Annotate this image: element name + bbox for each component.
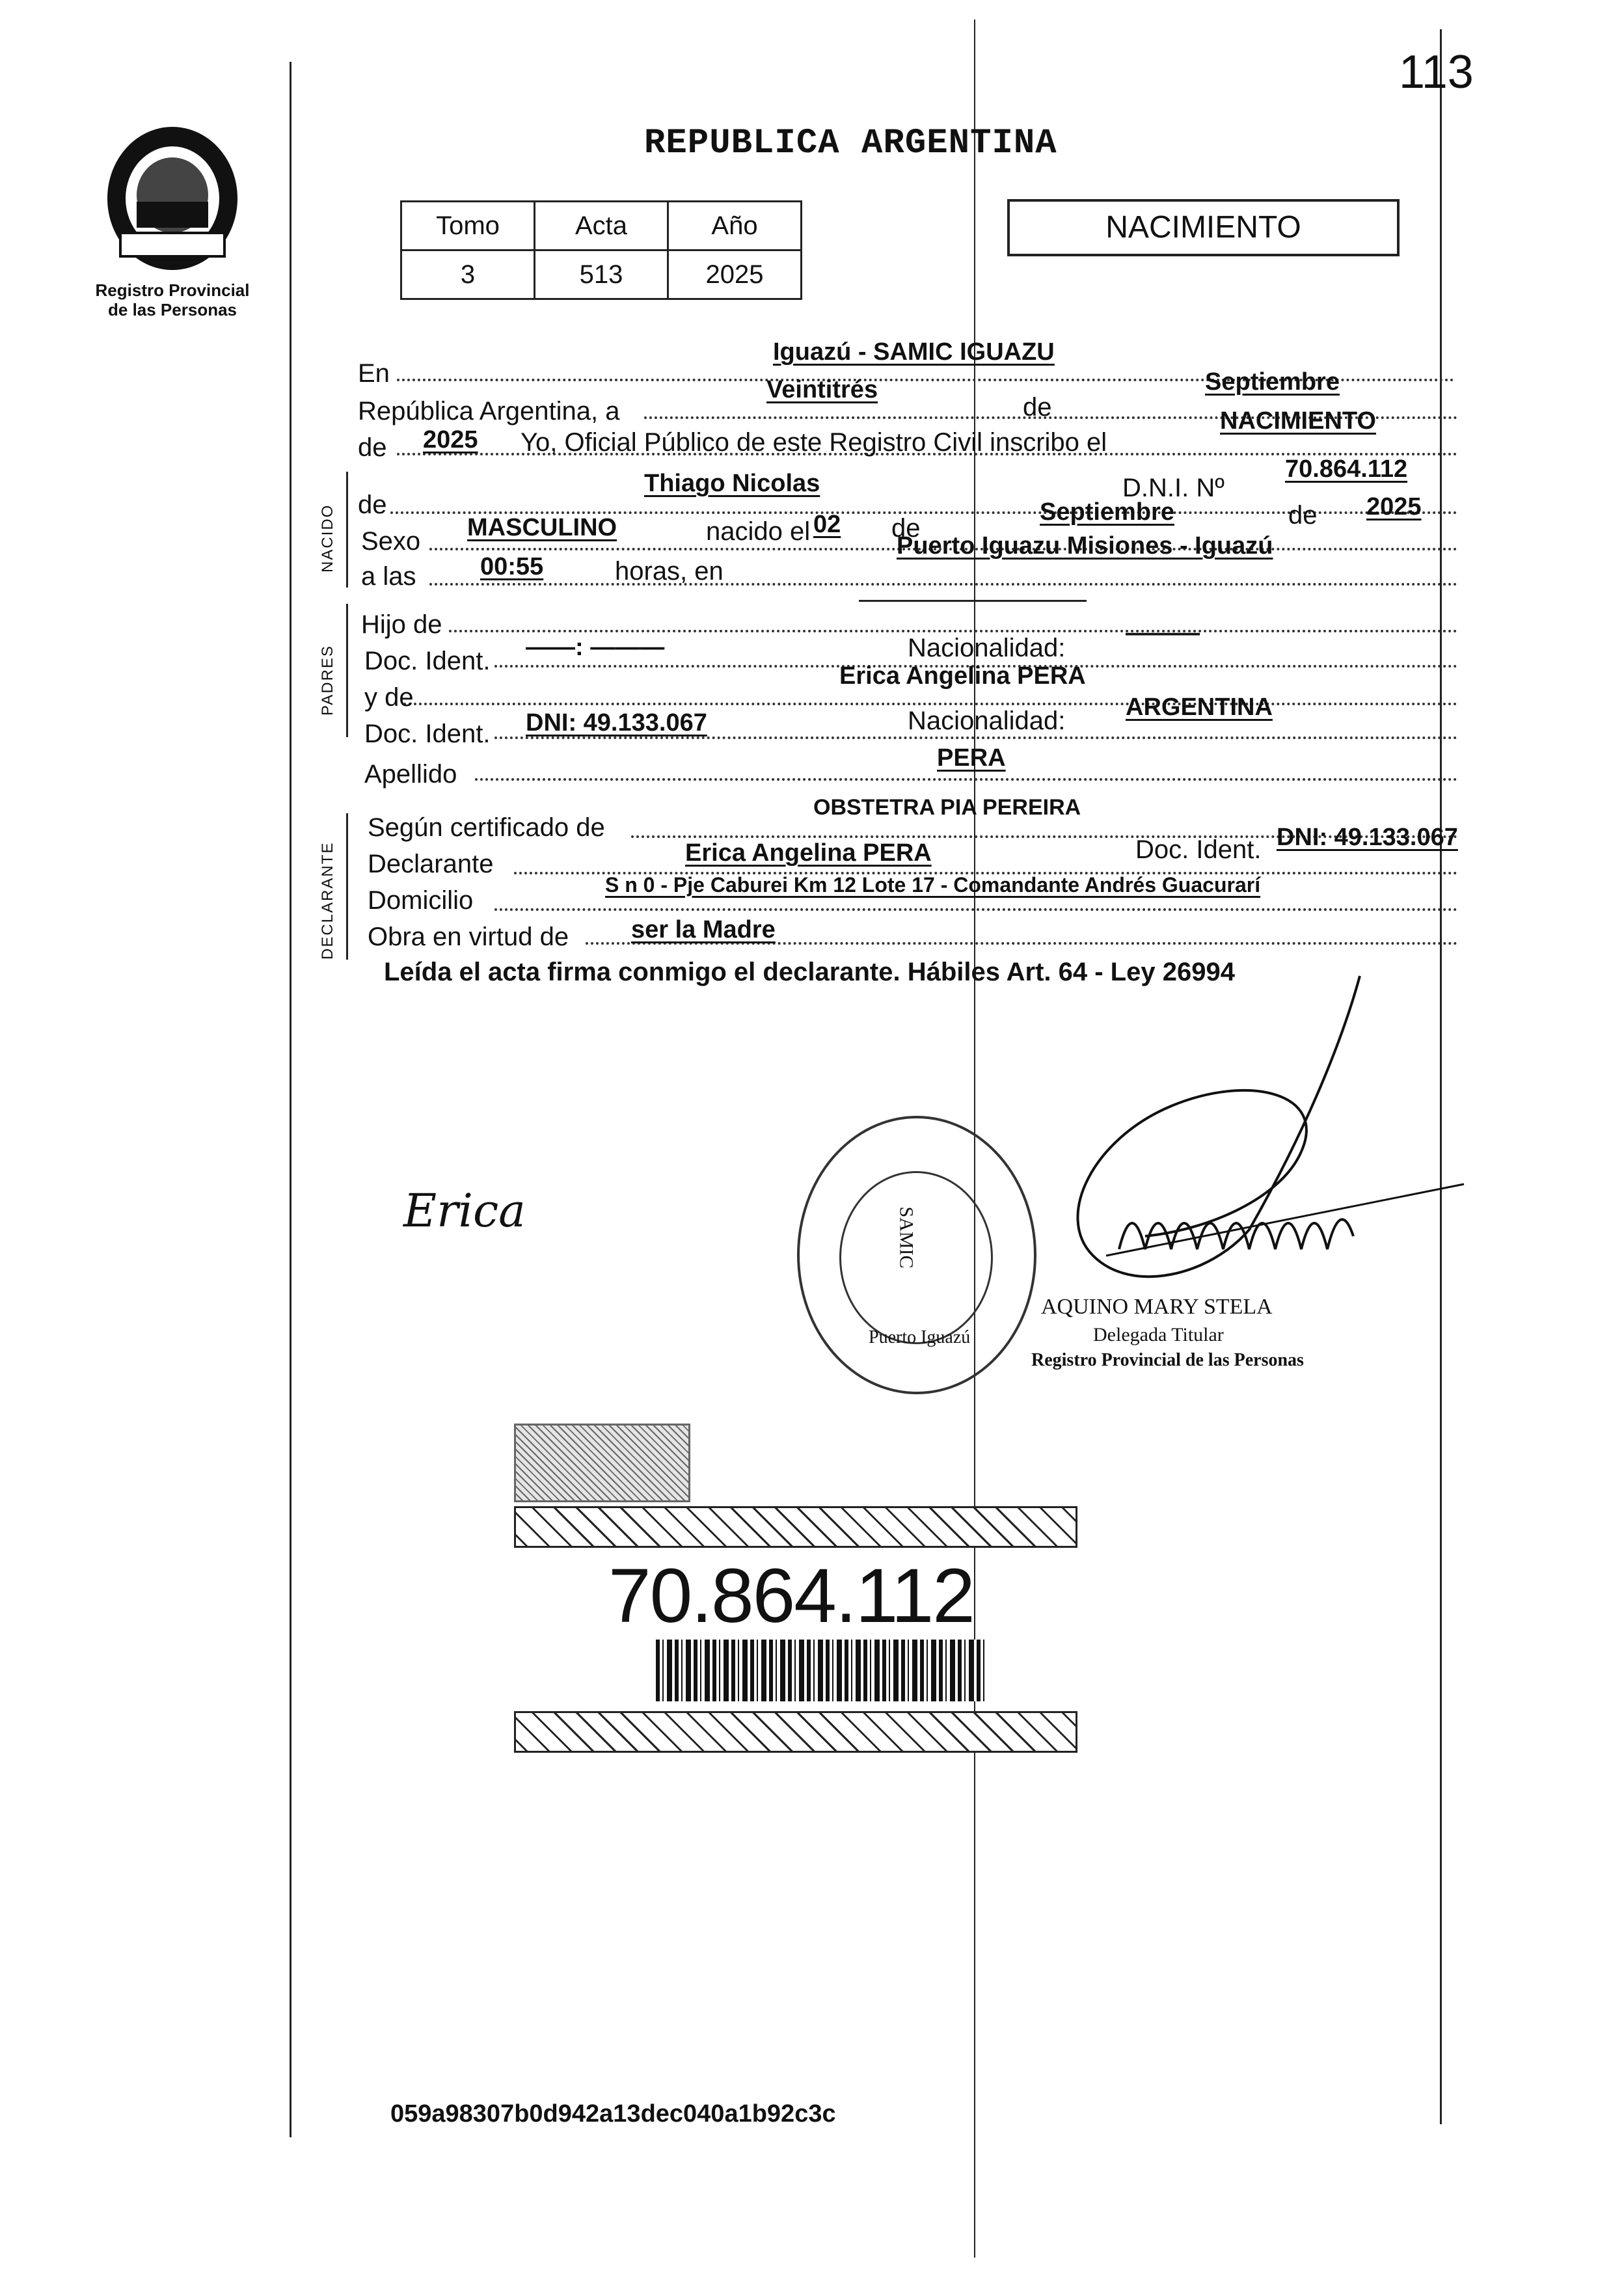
declarante-doc-value: DNI: 49.133.067	[1277, 824, 1458, 851]
madre-nac-label: Nacionalidad:	[908, 707, 1066, 735]
official-org: Registro Provincial de las Personas	[1031, 1350, 1304, 1370]
province-emblem-icon	[101, 124, 244, 273]
declarante-doc-label: Doc. Ident.	[1135, 835, 1262, 864]
domicilio-label: Domicilio	[368, 886, 474, 915]
hijo-de-label: Hijo de	[361, 610, 442, 639]
dni-label: D.N.I. Nº	[1122, 474, 1225, 502]
value-tomo: 3	[401, 250, 535, 299]
madre-nac-value: ARGENTINA	[1126, 694, 1273, 721]
yo-label: Yo, Oficial Público de este Registro Civil inscribo el	[521, 428, 1107, 457]
padre-nac-label: Nacionalidad:	[908, 634, 1066, 662]
header-anio: Año	[668, 202, 802, 250]
closing-statement: Leída el acta firma conmigo el declarante. Hábiles Art. 64 - Ley 26994	[384, 958, 1235, 986]
padre-doc-label: Doc. Ident.	[364, 647, 491, 675]
document-hash: 059a98307b0d942a13dec040a1b92c3c	[390, 2100, 836, 2128]
declarante-bracket	[346, 813, 348, 960]
padres-bracket	[346, 604, 348, 737]
nacido-dia-value: 02	[813, 511, 841, 538]
en-label: En	[358, 359, 390, 388]
nacido-anio-value: 2025	[1366, 493, 1422, 520]
madre-doc-label: Doc. Ident.	[364, 720, 491, 748]
registry-logo	[85, 124, 260, 319]
tipo-value: NACIMIENTO	[1220, 407, 1376, 435]
document-type-box: NACIMIENTO	[1007, 199, 1400, 256]
nacido-bracket	[346, 472, 348, 588]
sexo-value: MASCULINO	[467, 514, 617, 541]
declarante-label: Declarante	[368, 850, 494, 878]
dni-number: 70.864.112	[608, 1553, 974, 1639]
sexo-label: Sexo	[361, 527, 421, 556]
logo-caption-line1: Registro Provincial	[95, 280, 250, 300]
dni-value: 70.864.112	[1285, 455, 1408, 483]
padre-doc-value: ——: ———	[526, 634, 665, 661]
official-signature-icon	[1015, 969, 1470, 1308]
hologram-seal	[514, 1424, 690, 1502]
declarante-signature: Erica	[403, 1184, 526, 1237]
lugar-value: Iguazú - SAMIC IGUAZU	[773, 338, 1055, 366]
declarante-nombre-value: Erica Angelina PERA	[685, 839, 932, 867]
padre-nac-value: ———	[1126, 619, 1200, 647]
obra-value: ser la Madre	[631, 916, 776, 943]
de2-label: de	[358, 433, 387, 462]
dia-value: Veintitrés	[766, 376, 878, 403]
nacido-mes-value: Septiembre	[1040, 498, 1174, 526]
madre-doc-value: DNI: 49.133.067	[526, 709, 707, 736]
nombre-value: Thiago Nicolas	[644, 470, 820, 497]
nacido-de2-label: de	[891, 514, 921, 543]
blank-rule	[859, 600, 1087, 602]
horas-en-label: horas, en	[615, 557, 724, 586]
obra-label: Obra en virtud de	[368, 923, 569, 951]
page-title: REPUBLICA ARGENTINA	[644, 124, 1057, 163]
apellido-value: PERA	[937, 744, 1006, 772]
line-dots	[429, 583, 1457, 586]
domicilio-value: S n 0 - Pje Caburei Km 12 Lote 17 - Comandante Andrés Guacurarí	[605, 873, 1261, 897]
a-las-label: a las	[361, 562, 416, 591]
anio-value: 2025	[423, 426, 478, 453]
republica-label: República Argentina, a	[358, 397, 620, 426]
nacido-el-label: nacido el	[706, 517, 811, 546]
certificado-label: Según certificado de	[368, 813, 605, 842]
official-name: AQUINO MARY STELA	[1041, 1295, 1273, 1319]
security-band-top	[514, 1506, 1077, 1548]
header-acta: Acta	[535, 202, 668, 250]
stamp-center-text: SAMIC	[895, 1206, 917, 1269]
nacido-section-label: NACIDO	[319, 504, 336, 573]
madre-nombre-value: Erica Angelina PERA	[839, 662, 1086, 690]
logo-caption-line2: de las Personas	[108, 300, 237, 319]
de-label: de	[1023, 393, 1052, 422]
y-de-label: y de	[364, 683, 414, 712]
page-number: 113	[1399, 46, 1474, 98]
nacido-de-label: de	[358, 491, 387, 519]
hora-value: 00:55	[480, 553, 544, 580]
nacido-lugar-value: Puerto Iguazu Misiones - Iguazú	[897, 532, 1273, 560]
left-margin-line	[290, 62, 291, 2137]
official-role: Delegada Titular	[1093, 1324, 1224, 1345]
declarante-section-label: DECLARANTE	[319, 841, 336, 960]
barcode	[656, 1640, 984, 1701]
certificado-value: OBSTETRA PIA PEREIRA	[813, 795, 1081, 820]
registry-table	[400, 200, 802, 300]
value-acta: 513	[535, 250, 668, 299]
line-dots	[449, 630, 1457, 632]
value-anio: 2025	[668, 250, 802, 299]
padres-section-label: PADRES	[319, 645, 336, 716]
line-dots	[494, 908, 1457, 911]
mes-value: Septiembre	[1205, 368, 1340, 396]
nacido-de3-label: de	[1288, 501, 1318, 530]
header-tomo: Tomo	[401, 202, 535, 250]
stamp-bottom-text: Puerto Iguazú	[869, 1327, 971, 1347]
line-dots	[403, 703, 1457, 705]
line-dots	[475, 778, 1457, 781]
security-band-bottom	[514, 1711, 1077, 1753]
apellido-label: Apellido	[364, 760, 457, 789]
